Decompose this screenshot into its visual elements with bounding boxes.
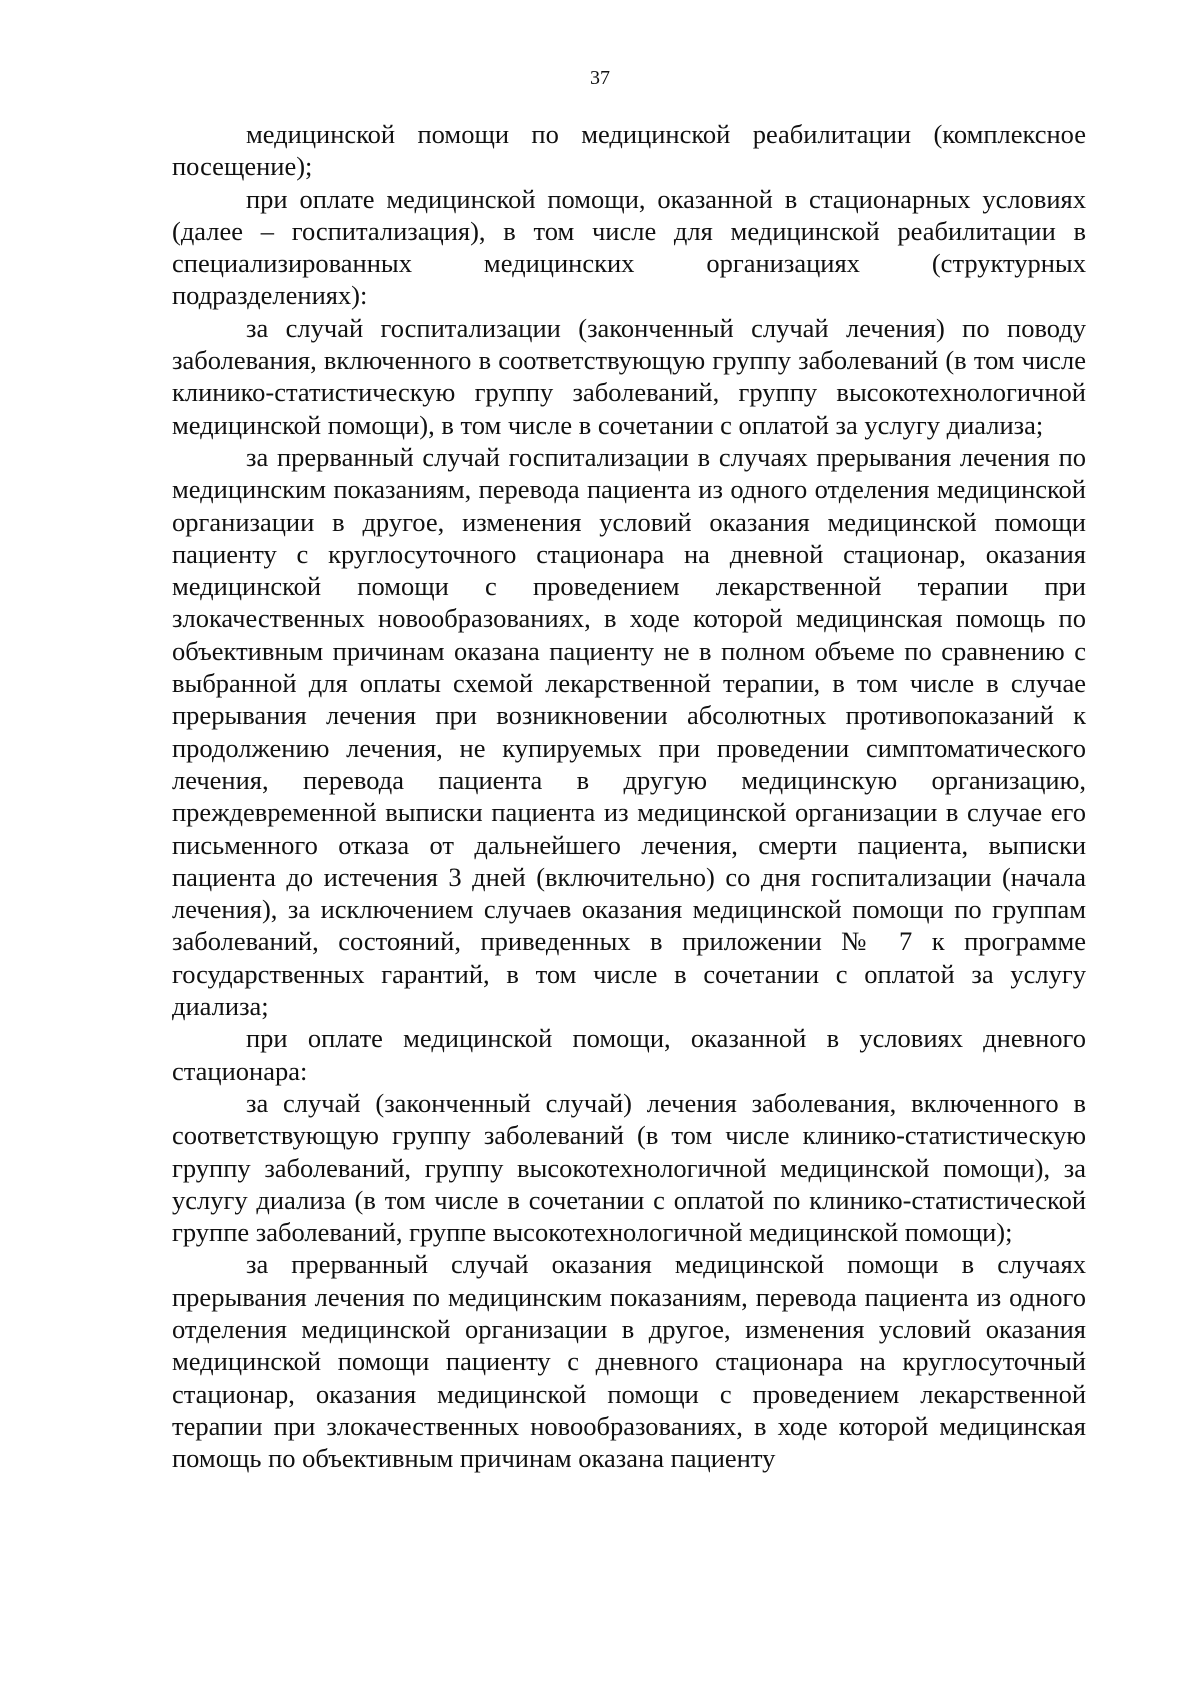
- page-number: 37: [590, 67, 610, 89]
- body-text: [172, 118, 1086, 1474]
- paragraph-rehabilitation-visit: медицинской помощи по медицинской реабилитации (комплексное посещение);: [172, 119, 1086, 182]
- paragraph-day-hospital-interrupted-case: за прерванный случай оказания медицинской помощи в случаях прерывания лечения по медицинским показаниям, перевода пациента из одного отделения медицинской организации в другое, изменения условий оказания медицинской помощи пациенту с дневного стационара на круглосуточный стационар, оказания медицинской помощи с проведением лекарственной терапии при злокачественных новообразованиях, в ходе которой медицинская помощь по объективным причинам оказана пациенту: [172, 1249, 1086, 1474]
- paragraph-interrupted-hospitalization: за прерванный случай госпитализации в случаях прерывания лечения по медицинским показаниям, перевода пациента из одного отделения медицинской организации в другое, изменения условий оказания медицинской помощи пациенту с круглосуточного стационара на дневной стационар, оказания медицинской помощи с проведением лекарственной терапии при злокачественных новообразованиях, в ходе которой медицинская помощь по объективным причинам оказана пациенту не в полном объеме по сравнению с выбранной для оплаты схемой лекарственной терапии, в том числе в случае прерывания лечения при возникновении абсолютных противопоказаний к продолжению лечения, не купируемых при проведении симптоматического лечения, перевода пациента в другую медицинскую организацию, преждевременной выписки пациента из медицинской организации в случае его письменного отказа от дальнейшего лечения, смерти пациента, выписки пациента до истечения 3 дней (включительно) со дня госпитализации (начала лечения), за исключением случаев оказания медицинской помощи по группам заболеваний, состояний, приведенных в приложении № 7 к программе государственных гарантий, в том числе в сочетании с оплатой за услугу диализа;: [172, 441, 1086, 1022]
- paragraph-day-hospital-payment: при оплате медицинской помощи, оказанной в условиях дневного стационара:: [172, 1023, 1086, 1086]
- paragraph-completed-hospitalization: за случай госпитализации (законченный случай лечения) по поводу заболевания, включенного в соответствующую группу заболеваний (в том числе клинико-статистическую группу заболеваний, группу высокотехнологичной медицинской помощи), в том числе в сочетании с оплатой за услугу диализа;: [172, 312, 1086, 440]
- paragraph-inpatient-payment: при оплате медицинской помощи, оказанной в стационарных условиях (далее – госпитализация), в том числе для медицинской реабилитации в специализированных медицинских организациях (структурных подразделениях):: [172, 183, 1086, 311]
- paragraph-day-hospital-completed-case: за случай (законченный случай) лечения заболевания, включенного в соответствующую группу заболеваний (в том числе клинико-статистическую группу заболеваний, группу высокотехнологичной медицинской помощи), за услугу диализа (в том числе в сочетании с оплатой по клинико-статистической группе заболеваний, группе высокотехнологичной медицинской помощи);: [172, 1087, 1086, 1248]
